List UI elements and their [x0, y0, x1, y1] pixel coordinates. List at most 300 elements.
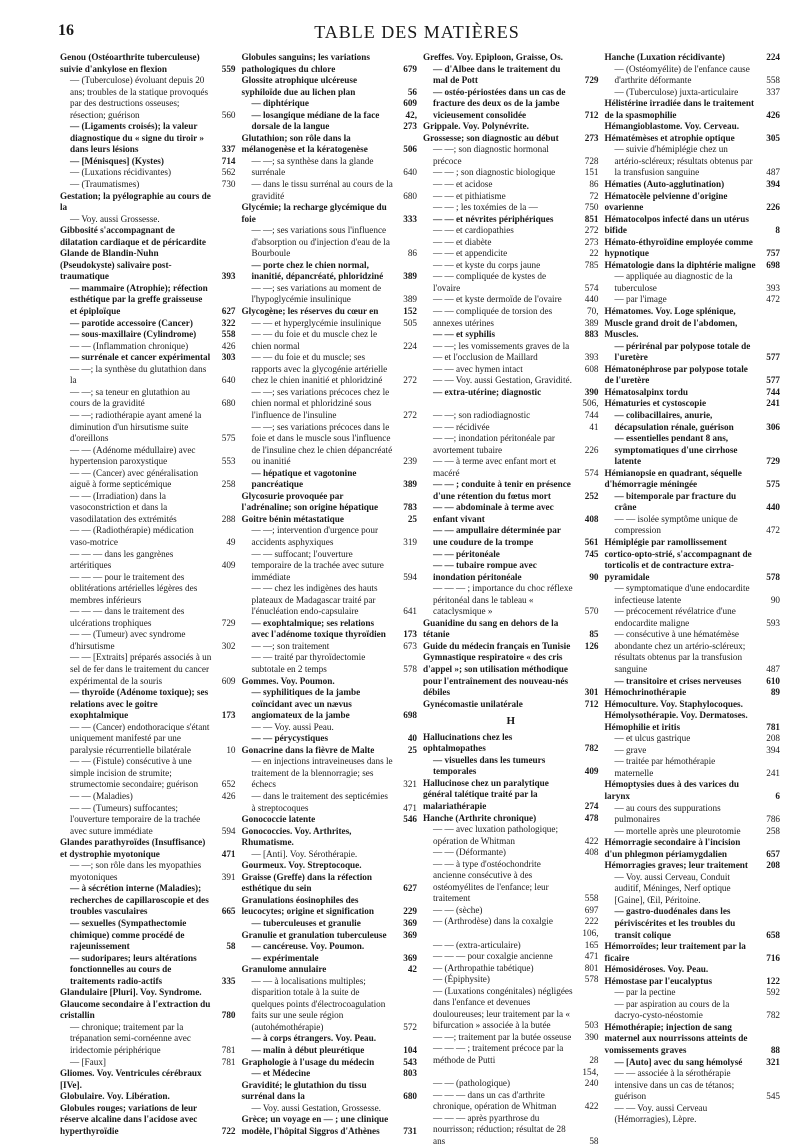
index-entry [60, 156, 236, 168]
index-entry [242, 964, 418, 976]
index-entry-text: — expérimentale [251, 952, 319, 963]
index-entry-text: — sexuelles (Sympathectomie chimique) comme procédé de rajeunissement [70, 918, 187, 952]
index-entry-page: 208 [766, 860, 780, 871]
index-entry [423, 928, 599, 951]
index-entry [423, 364, 599, 376]
index-entry-text: — — — ; traitement précoce par la méthode de Putti [433, 1043, 564, 1066]
index-entry-text: — —; les vomissements graves de la — et l'occlusion de Maillard [433, 340, 570, 363]
index-entry [605, 64, 781, 87]
index-entry-text: — —; traitement par la butée osseuse [433, 1031, 572, 1042]
index-entry [242, 849, 418, 861]
index-entry [60, 722, 236, 757]
index-entry-text: — (Tuberculose) évoluant depuis 20 ans; troubles de la statique provoqués par des destructions osseuses; résection; guérison [70, 75, 209, 120]
index-entry-text: — — (Cancer) endothoracique s'étant uniquement manifesté par une paralysie récurrentielle bilatérale [70, 721, 210, 755]
index-entry-text: — exophtalmique; ses relations avec l'adénome toxique thyroïdien [251, 617, 386, 640]
index-entry-page: 558 [221, 329, 236, 340]
index-entry [60, 918, 236, 953]
index-entry [242, 1080, 418, 1103]
index-entry-page: 728 [584, 155, 599, 166]
index-entry [605, 606, 781, 629]
index-entry [605, 514, 781, 537]
index-entry [242, 75, 418, 98]
index-entry-page: 273 [584, 236, 599, 247]
index-entry-page: 426 [766, 109, 780, 120]
index-entry-page: 42 [407, 964, 417, 975]
index-entry-text: Grossesse; son diagnostic au début [423, 132, 559, 143]
index-entry [605, 906, 781, 941]
index-entry [242, 641, 418, 653]
index-entry [60, 214, 236, 226]
index-entry-page: 716 [766, 952, 780, 963]
index-entry [242, 52, 418, 75]
index-entry-text: — — du foie et du muscle chez le chien normal [251, 329, 378, 351]
index-entry-page: 408 [584, 847, 599, 858]
index-entry-page: 697 [584, 904, 599, 915]
index-entry-page: 440 [584, 294, 599, 305]
index-entry [60, 1022, 236, 1057]
index-entry-page: 712 [584, 698, 599, 709]
index-entry-page: 472 [766, 294, 780, 305]
index-entry-page: 698 [403, 710, 417, 721]
index-column-3 [423, 52, 599, 1146]
index-entry [242, 1068, 418, 1080]
index-entry-text: — [Ménisques] (Kystes) [70, 155, 164, 166]
index-entry [423, 179, 599, 191]
index-entry-text: — par la pectine [614, 987, 676, 998]
index-entry-text: — —; radiothérapie ayant amené la diminution d'un hirsutisme suite d'oreillons [70, 409, 202, 444]
index-entry-text: — — ; son diagnostic biologique [433, 167, 556, 178]
index-entry-page: 40 [407, 733, 417, 744]
index-entry-page: 90 [589, 571, 599, 582]
index-entry-page: 152 [403, 306, 417, 317]
index-entry-page: 226 [584, 444, 599, 455]
index-entry [423, 641, 599, 653]
index-entry-text: — — et kyste dermoïde de l'ovaire [433, 294, 562, 305]
index-entry-page: 851 [584, 213, 599, 224]
index-entry-page: 577 [766, 375, 780, 386]
index-entry-text: — dans le traitement des septicémies à streptocoques [251, 791, 388, 813]
index-entry [605, 699, 781, 711]
index-entry-text: — — chez les indigènes des hauts plateaux de Madagascar traité par l'énucléation endo-capsulaire [251, 583, 378, 617]
index-entry [60, 352, 236, 364]
index-entry [242, 179, 418, 202]
index-entry [423, 375, 599, 387]
index-entry [423, 916, 599, 928]
index-entry-page: 578 [584, 974, 599, 985]
index-entry-page: 560 [221, 109, 236, 120]
index-entry [242, 202, 418, 225]
index-entry [242, 791, 418, 814]
index-entry [605, 144, 781, 179]
index-entry-text: — — et appendicite [433, 248, 508, 259]
index-entry-page: 8 [775, 225, 780, 236]
index-entry-page: 272 [403, 409, 417, 420]
index-entry-page: 680 [403, 190, 417, 201]
index-entry-text: — cancéreuse. Voy. Poumon. [251, 941, 365, 952]
index-entry-text: — Voy. aussi Cerveau, Conduit auditif, Méninges, Nerf optique [Gaine], Œil, Péritoine. [614, 871, 731, 905]
index-entry [60, 837, 236, 860]
index-entry-page: 722 [221, 1125, 236, 1136]
index-entry-text: Glandes parathyroïdes (Insuffisance) et dystrophie myotonique [60, 837, 206, 859]
index-entry-text: Granulie et granulation tuberculeuse [241, 929, 387, 940]
index-entry-page: 426 [221, 791, 236, 801]
index-entry-page: 49 [226, 536, 236, 547]
index-entry [423, 824, 599, 847]
index-entry-page: 782 [584, 743, 599, 754]
index-entry-text: — — récidivée [433, 421, 490, 432]
index-entry-text: Hallucinations chez les ophtalmopathes [423, 731, 513, 754]
index-entry-page: 126 [584, 640, 599, 651]
index-entry [605, 872, 781, 907]
index-entry-text: — —; ses variations précoces dans le foie et dans le muscle sous l'influence de l'insuline chez le chien dépancréaté ou inanitié [251, 421, 393, 467]
index-entry [60, 121, 236, 156]
index-entry-page: 394 [766, 179, 780, 190]
index-entry-text: — — (Maladies) [70, 791, 133, 801]
index-entry [242, 156, 418, 179]
index-entry-text: Hémothérapie; injection de sang maternel aux nourrissons atteints de vomissements graves [604, 1021, 748, 1056]
index-entry-text: — — (Tumeur) avec syndrome d'hirsutisme [70, 629, 186, 651]
index-entry-page: 559 [221, 63, 236, 74]
index-entry-page: 274 [584, 801, 599, 811]
index-entry-text: — sudoripares; leurs altérations fonctionnelles au cours de traitements radio-actifs [70, 952, 197, 986]
index-entry-page: 594 [403, 571, 417, 582]
index-entry-text: — — — dans le traitement des ulcérations trophiques [70, 606, 185, 628]
index-entry [60, 364, 236, 387]
index-entry [423, 237, 599, 249]
index-entry-page: 422 [584, 1101, 599, 1112]
index-entry-text: Graphologie à l'usage du médecin [241, 1056, 375, 1067]
index-entry-page: 593 [766, 617, 780, 628]
index-entry-text: — périrénal par polypose totale de l'uretère [614, 340, 751, 363]
index-entry-page: 783 [403, 502, 417, 513]
index-entry-page: 389 [403, 294, 417, 305]
index-entry-page: 85 [589, 629, 599, 640]
index-entry-page: 394 [766, 744, 780, 755]
index-entry-text: — —; ses variations sous l'influence d'absorption ou d'injection d'eau de la Bourboule [251, 225, 390, 259]
index-entry-text: — — ; les toxémies de la — [433, 202, 538, 213]
index-entry-page: 303 [221, 352, 236, 363]
index-entry-text: Hématies (Auto-agglutination) [604, 179, 725, 190]
index-entry-text: Gymnastique respiratoire « des cris d'appel »; son utilisation méthodique pour l'entraînement des nouveau-nés débiles [423, 652, 569, 698]
index-entry [242, 872, 418, 895]
index-entry-text: — grave [614, 744, 647, 755]
index-entry-page: 782 [766, 1010, 780, 1021]
index-entry [242, 525, 418, 548]
index-entry-text: — et ulcus gastrique [614, 733, 691, 744]
index-entry-page: 70, 389 [584, 306, 599, 328]
index-entry-text: — hépatique et vagotonine pancréatique [251, 467, 357, 490]
index-entry [605, 468, 781, 491]
index-entry-page: 319 [403, 536, 417, 547]
index-entry [242, 687, 418, 722]
index-entry [605, 826, 781, 838]
index-entry-text: — — (pathologique) [433, 1078, 511, 1089]
index-entry-page: 239 [403, 456, 417, 467]
index-entry-page: 28 [589, 1055, 599, 1066]
index-entry-text: — — (Irradiation) dans la vasoconstriction et dans la vasodilatation des extrémités [70, 490, 177, 524]
index-entry-text: — —; sa teneur en glutathion au cours de la gravidité [70, 386, 190, 409]
index-entry-page: 780 [221, 1010, 236, 1021]
index-entry-text: Gestation; la pyélographie au cours de la [60, 190, 211, 213]
index-entry-text: — — (Fistule) consécutive à une simple incision de strumite; strumectomie secondaire; guérison [70, 756, 199, 790]
index-entry-text: — visuelles dans les tumeurs temporales [433, 754, 546, 777]
index-entry-text: — ostéo-périostées dans un cas de fracture des deux os de la jambe vicieusement consolidée [433, 86, 566, 120]
index-entry-page: 744 [766, 386, 780, 397]
index-entry-text: — — — pour coxalgie ancienne [433, 951, 553, 962]
index-entry-text: Hémoptysies dues à des varices du larynx [604, 779, 739, 801]
index-entry [242, 260, 418, 283]
index-entry-text: Glossite atrophique ulcéreuse syphiloïde due au lichen plan [241, 75, 358, 97]
index-entry-text: Hémorroïdes; leur traitement par la ficaire [604, 941, 746, 963]
index-entry-page: 151 [584, 167, 599, 178]
index-entry [423, 525, 599, 548]
index-entry-text: Glycémie; la recharge glycémique du foie [241, 202, 387, 224]
index-entry-page: 471 [221, 848, 236, 859]
index-entry [605, 1022, 781, 1057]
index-entry-text: Hémochrinothérapie [604, 687, 687, 698]
index-entry [242, 283, 418, 306]
index-entry [60, 248, 236, 283]
index-entry-page: 88 [770, 1045, 780, 1056]
index-entry-text: — — et syphilis [433, 329, 496, 340]
index-entry-page: 390 [584, 386, 599, 397]
index-entry [423, 422, 599, 434]
index-entry-text: — mortelle après une pleurotomie [614, 825, 741, 836]
index-entry-text: — — et pithiatisme [433, 190, 506, 201]
index-entry-page: 258 [221, 479, 236, 490]
index-entry-text: Hémoculture. Voy. Staphylocoques. [604, 698, 743, 709]
index-entry [605, 964, 781, 976]
index-entry-text: Hanche (Arthrite chronique) [423, 812, 537, 823]
index-entry-text: — — [Extraits] préparés associés à un sel de fer dans le traitement du cancer expérimental de la souris [70, 652, 212, 686]
index-entry-page: 321 [403, 779, 417, 790]
index-entry-page: 609 [221, 675, 236, 686]
index-entry-text: — chronique; traitement par la trépanation semi-cornéenne avec iridectomie périphérique [70, 1021, 191, 1056]
index-entry-text: — parotide accessoire (Cancer) [70, 317, 193, 328]
index-column-2 [241, 52, 418, 1136]
index-entry [60, 410, 236, 445]
index-entry-page: 658 [766, 929, 780, 940]
index-entry [423, 1113, 599, 1147]
index-entry [605, 179, 781, 191]
index-entry-text: Gonacrine dans la fièvre de Malte [241, 744, 375, 755]
index-entry [242, 745, 418, 757]
index-entry [423, 121, 599, 133]
index-entry-text: — diphtérique [251, 98, 309, 109]
index-entry-page: 305 [766, 132, 780, 143]
index-entry [242, 941, 418, 953]
index-entry-page: 369 [403, 918, 417, 929]
index-entry-page: 322 [221, 317, 236, 328]
index-entry [242, 1114, 418, 1137]
index-entry-page: 641 [403, 606, 417, 617]
index-entry-page: 883 [584, 329, 599, 340]
index-entry-page: 546 [403, 814, 417, 825]
index-entry-text: — consécutive à une hématémèse abondante chez un artério-scléreux; résultats obtenus par la transfusion sanguine [614, 629, 746, 674]
index-entry-text: Greffes. Voy. Epiploon, Graisse, Os. [423, 52, 563, 62]
index-entry-text: Granulations éosinophiles des leucocytes; origine et signification [241, 894, 374, 917]
index-entry-page: 337 [221, 144, 236, 155]
index-entry [242, 676, 418, 688]
index-entry-text: Goitre bénin métastatique [241, 513, 344, 524]
index-entry-page: 785 [584, 259, 599, 270]
index-entry [605, 364, 781, 387]
index-entry [242, 652, 418, 675]
index-entry-text: — — ; conduite à tenir en présence d'une rétention du fœtus mort [433, 479, 571, 501]
index-entry-text: — losangique médiane de la face dorsale de la langue [251, 109, 380, 132]
index-entry-text: — (Tuberculose) juxta-articulaire [614, 86, 739, 97]
index-entry [605, 676, 781, 688]
index-entry-text: Hémangioblastome. Voy. Cerveau. [604, 121, 739, 132]
index-entry [60, 191, 236, 214]
index-entry [60, 445, 236, 468]
index-entry [242, 329, 418, 352]
index-entry-page: 729 [766, 456, 780, 467]
index-entry-page: 757 [766, 248, 780, 259]
index-entry-text: — — à terme avec enfant mort et macéré [433, 456, 557, 478]
index-entry-page: 680 [403, 1091, 417, 1102]
index-entry-page: 592 [766, 987, 780, 998]
index-entry [605, 191, 781, 214]
index-entry [423, 583, 599, 618]
index-entry [242, 1057, 418, 1069]
index-entry-text: — symptomatique d'une endocardite infectieuse latente [614, 583, 750, 605]
index-entry-page: 577 [766, 352, 780, 363]
index-entry-text: — — compliquée de torsion des annexes utérines [433, 306, 553, 328]
index-entry [423, 341, 599, 364]
index-entry [423, 398, 599, 421]
index-entry [605, 1057, 781, 1069]
index-entry-page: 273 [584, 132, 599, 143]
index-entry-page: 781 [221, 1045, 236, 1056]
index-entry-page: 609 [403, 98, 417, 109]
index-entry-text: — (Arthropathie tabétique) [433, 962, 534, 973]
index-entry [423, 260, 599, 272]
index-entry [60, 318, 236, 330]
index-entry-text: — — et kyste du corps jaune [433, 259, 541, 270]
index-entry-text: — — (extra-articulaire) [433, 939, 521, 950]
index-entry [605, 341, 781, 364]
index-entry-text: — [Auto] avec du sang hémolysé [614, 1056, 743, 1067]
index-entry-page: 208 [766, 733, 780, 744]
index-entry [423, 202, 599, 214]
index-entry-text: — à sécrétion interne (Maladies); recherches de capillaroscopie et des troubles vasculaires [70, 883, 209, 917]
index-entry [423, 52, 599, 64]
index-entry [605, 398, 781, 410]
index-entry [242, 814, 418, 826]
index-entry [242, 583, 418, 618]
index-entry-text: Glycogène; les réserves du cœur en [241, 306, 379, 317]
index-entry [60, 687, 236, 722]
index-entry [605, 745, 781, 757]
index-entry-page: 627 [403, 883, 417, 894]
index-entry-text: — porte chez le chien normal, inanitié, dépancréaté, phloridziné [251, 259, 384, 282]
index-entry-text: Hémiplégie par ramollissement cortico-opto-strié, s'accompagnant de torticolis et de contracture extra-pyramidale [604, 536, 752, 582]
index-entry-page: 575 [221, 433, 236, 444]
index-entry-page: 301 [584, 687, 599, 698]
index-entry-text: — —; la synthèse du glutathion dans la [70, 363, 207, 386]
index-entry [242, 733, 418, 745]
index-entry [423, 1043, 599, 1066]
index-entry-text: — — (sèche) [433, 904, 483, 915]
index-entry [60, 883, 236, 918]
index-entry-text: Globulaire. Voy. Libération. [60, 1091, 170, 1102]
index-entry [242, 225, 418, 260]
index-entry-text: — thyroïde (Adénome toxique); ses relations avec le goitre exophtalmique [70, 687, 209, 721]
index-entry-text: — sous-maxillaire (Cylindrome) [70, 329, 197, 340]
index-entry-text: — — (Radiothérapie) médication vaso-motrice [70, 525, 194, 547]
index-entry-page: 408 [584, 513, 599, 524]
index-entry-page: 89 [770, 687, 780, 698]
index-entry-text: — —; inondation péritonéale par avortement tubaire [433, 433, 555, 455]
index-entry-page: 506, 744 [582, 398, 599, 420]
index-entry [423, 618, 599, 641]
index-entry [423, 306, 599, 329]
index-entry [423, 963, 599, 975]
index-entry-page: 241 [766, 767, 780, 778]
index-entry-page: 627 [221, 306, 236, 317]
index-entry [242, 918, 418, 930]
index-entry-text: — — (Adénome médullaire) avec hypertension paroxystique [70, 444, 196, 467]
index-entry-text: — — — dans les gangrènes artéritiques [70, 548, 174, 571]
index-entry-text: Hémorragie secondaire à l'incision d'un phlegmon périamygdalien [604, 837, 741, 859]
index-entry-text: Hémato-éthyroïdine employée comme hypnotique [604, 236, 753, 259]
index-entry-page: 391 [221, 871, 236, 882]
index-entry-text: — (Luxations congénitales) négligées dans l'enfance et devenues douloureuses; leur traitement par la « bifurcation » associée à la butée [433, 985, 573, 1031]
index-entry-page: 652 [221, 779, 236, 790]
index-entry-page: 781 [766, 721, 780, 732]
index-entry-text: — extra-utérine; diagnostic [433, 386, 542, 397]
index-entry-page: 390 [584, 1031, 599, 1042]
index-entry [242, 318, 418, 330]
index-entry [60, 1103, 236, 1138]
index-entry-page: 561 [584, 536, 599, 547]
index-entry [242, 98, 418, 110]
index-entry [60, 803, 236, 838]
index-entry-text: — — suffocant; l'ouverture temporaire de la trachée avec suture immédiate [251, 548, 384, 582]
index-entry [242, 930, 418, 942]
index-entry-page: 321 [766, 1056, 780, 1067]
index-entry-text: — essentielles pendant 8 ans, symptomatiques d'une cirrhose latente [614, 433, 738, 467]
index-entry [423, 144, 599, 167]
index-entry-page: 572 [403, 1021, 417, 1032]
index-entry-page: 731 [403, 1125, 417, 1136]
index-entry-text: Gonococcies. Voy. Arthrites, Rhumatisme. [241, 825, 352, 848]
index-entry-page: 229 [403, 906, 417, 917]
index-entry-text: — —; sa synthèse dans la glande surrénale [251, 155, 374, 178]
index-entry-text: Glutathion; son rôle dans la mélanogenèse et la kératogenèse [241, 132, 368, 155]
index-entry [423, 813, 599, 825]
index-entry-page: 578 [766, 571, 780, 582]
index-entry-page: 543 [403, 1056, 417, 1067]
index-entry-page: 335 [221, 975, 236, 986]
index-entry-text: — — avec luxation pathologique; opération de Whitman [433, 824, 559, 846]
index-entry-page: 553 [221, 456, 236, 467]
index-entry-text: Granulome annulaire [241, 964, 327, 975]
index-column-1 [60, 52, 236, 1136]
index-entry-text: Hémianopsie en quadrant, séquelle d'hémorragie méningée [604, 467, 742, 490]
index-entry-page: 610 [766, 675, 780, 686]
index-entry-page: 608 [584, 363, 599, 374]
index-entry-text: — (Traumatismes) [70, 179, 140, 190]
index-entry [60, 549, 236, 572]
index-entry [423, 271, 599, 294]
index-entry-page: 272 [584, 225, 599, 236]
index-entry [423, 1090, 599, 1113]
index-entry-page: 440 [766, 502, 780, 513]
index-entry-page: 558 [584, 893, 599, 904]
index-entry-page: 122 [766, 975, 780, 986]
